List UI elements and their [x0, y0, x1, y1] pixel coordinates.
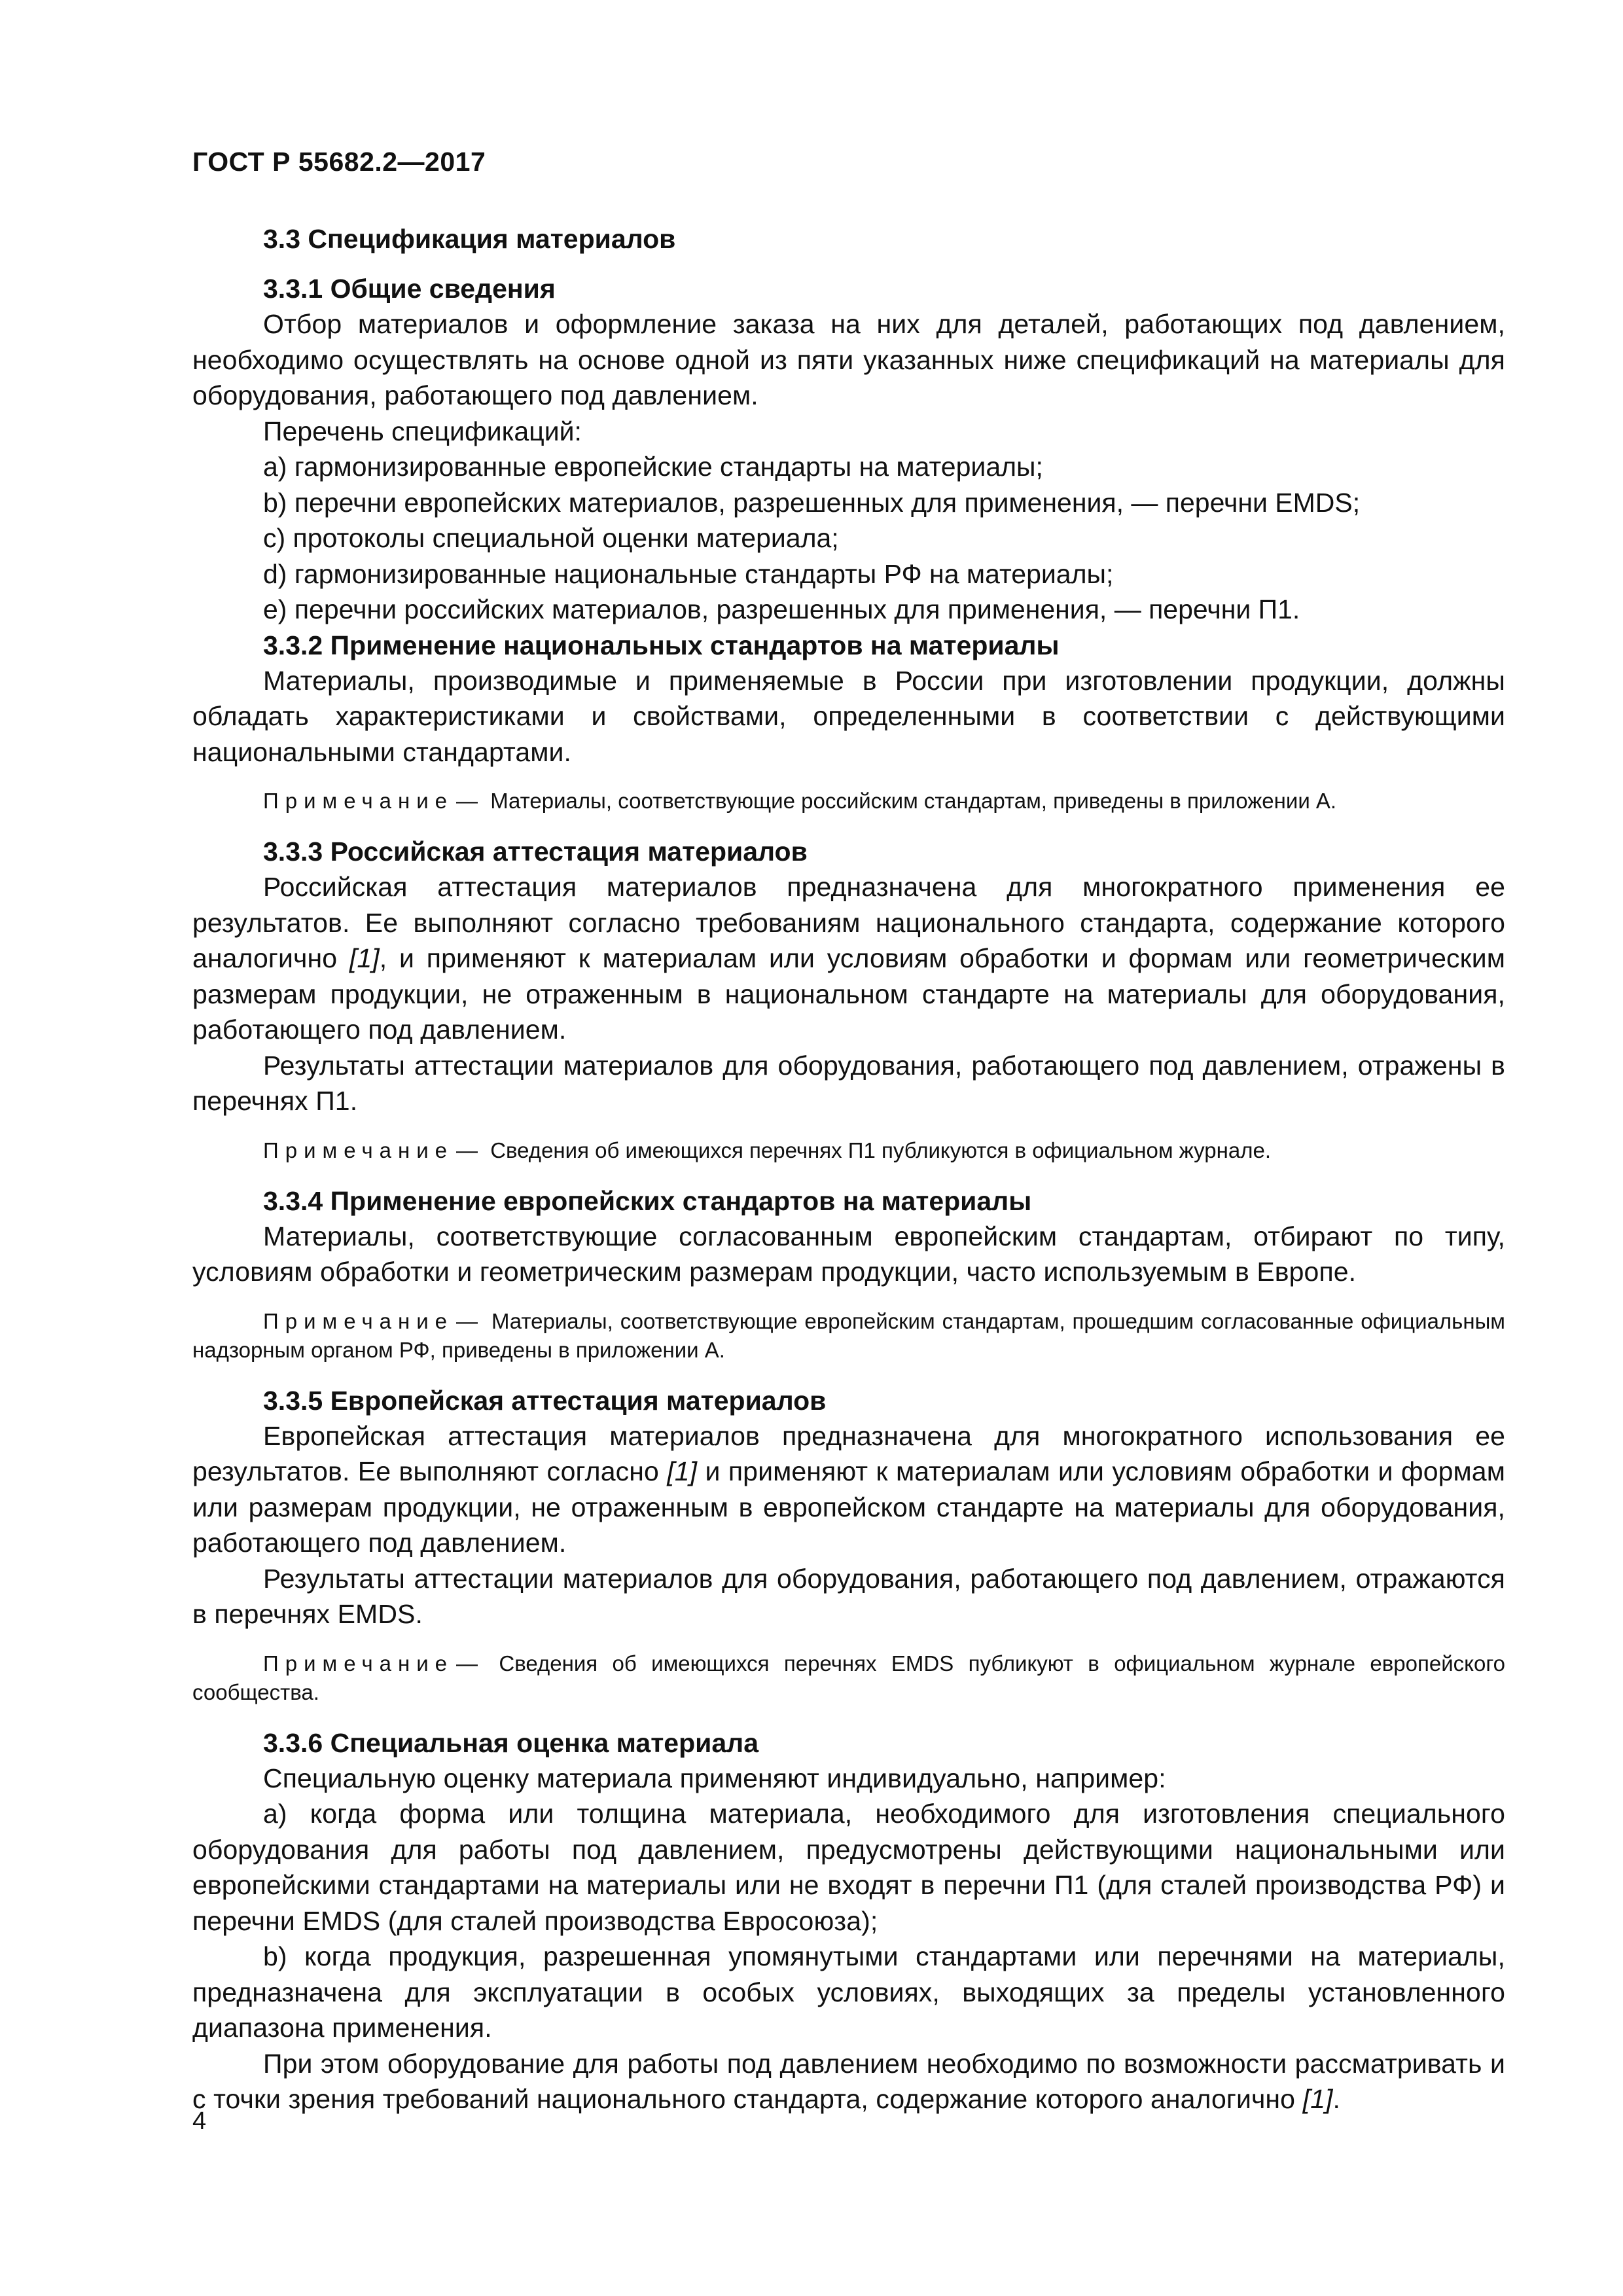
paragraph-text: Европейская аттестация материалов предназначена для многократного использования ее результатов. Ее выполняют согласно [192, 1420, 1505, 1486]
paragraph-text: При этом оборудование для работы под давлением необходимо по возможности рассматривать и с точки зрения требований национального стандарта, содержание которого аналогично [192, 2048, 1505, 2114]
paragraph: Результаты аттестации материалов для оборудования, работающего под давлением, отражаются в перечнях EMDS. [192, 1563, 1505, 1629]
reference-link[interactable]: [1] [1302, 2084, 1333, 2114]
note-text: Сведения об имеющихся перечнях EMDS публикуют в официальном журнале европейского сообщества. [192, 1651, 1505, 1704]
paragraph: Отбор материалов и оформление заказа на них для деталей, работающих под давлением, необходимо осуществлять на основе одной из пяти указанных ниже спецификаций на материалы для оборудования, работающего под давлением. [192, 309, 1505, 410]
note-label: Примечание [263, 1651, 454, 1676]
paragraph-text: Российская аттестация материалов предназначена для многократного применения ее результатов. Ее выполняют согласно требованиям национального стандарта, содержание которого аналогично [192, 872, 1505, 973]
note-text: Сведения об имеющихся перечнях П1 публикуются в официальном журнале. [490, 1138, 1271, 1162]
reference-link[interactable]: [1] [349, 943, 380, 973]
document-code: ГОСТ Р 55682.2—2017 [192, 147, 486, 177]
section-3-3-heading: 3.3 Спецификация материалов [263, 224, 676, 254]
list-item: а) когда форма или толщина материала, необходимого для изготовления специального оборудования для работы под давлением, предусмотрены действующими национальными или европейскими стандартами на материалы или не входят в перечни П1 (для сталей производства РФ) и перечни EMDS (для сталей производства Евросоюза); [192, 1799, 1505, 1936]
list-item: b) перечни европейских материалов, разрешенных для применения, — перечни EMDS; [263, 487, 1361, 518]
note [192, 1307, 1505, 1365]
paragraph: Специальную оценку материала применяют индивидуально, например: [263, 1763, 1166, 1793]
section-3-3-3-heading: 3.3.3 Российская аттестация материалов [263, 836, 808, 867]
document-body [192, 221, 1505, 2117]
note-text: Материалы, соответствующие европейским стандартам, прошедшим согласованные официальным надзорным органом РФ, приведены в приложении А. [192, 1308, 1505, 1362]
note-label: Примечание [263, 1308, 454, 1333]
paragraph-text: и применяют к материалам или условиям обработки и формам или размерам продукции, не отраженным в европейском стандарте на материалы для оборудования, работающего под давлением. [192, 1456, 1505, 1558]
list-item: d) гармонизированные национальные стандарты РФ на материалы; [263, 558, 1114, 589]
note-dash: — [456, 789, 478, 813]
list-item: e) перечни российских материалов, разрешенных для применения, — перечни П1. [263, 594, 1300, 624]
note [192, 787, 1505, 816]
paragraph: Материалы, соответствующие согласованным европейским стандартам, отбирают по типу, условиям обработки и геометрическим размерам продукции, часто используемым в Европе. [192, 1221, 1505, 1287]
note-label: Примечание [263, 1138, 454, 1162]
list-intro: Перечень спецификаций: [263, 416, 582, 446]
note-label: Примечание [263, 789, 454, 813]
reference-link[interactable]: [1] [667, 1456, 698, 1486]
section-3-3-4-heading: 3.3.4 Применение европейских стандартов на материалы [263, 1185, 1032, 1216]
paragraph-text: , и применяют к материалам или условиям обработки и формам или геометрическим размерам продукции, не отраженным в национальном стандарте на материалы для оборудования, работающего под давлением. [192, 943, 1505, 1045]
paragraph [192, 869, 1505, 1048]
section-3-3-2-heading: 3.3.2 Применение национальных стандартов на материалы [263, 630, 1060, 660]
section-3-3-1-heading: 3.3.1 Общие сведения [263, 274, 556, 304]
paragraph: Материалы, производимые и применяемые в России при изготовлении продукции, должны обладать характеристиками и свойствами, определенными в соответствии с действующими национальными стандартами. [192, 665, 1505, 767]
note [192, 1136, 1505, 1165]
paragraph-text: . [1332, 2084, 1340, 2114]
paragraph: Результаты аттестации материалов для оборудования, работающего под давлением, отражены в перечнях П1. [192, 1050, 1505, 1116]
paragraph [192, 2046, 1505, 2117]
note-text: Материалы, соответствующие российским стандартам, приведены в приложении А. [490, 789, 1337, 813]
note [192, 1649, 1505, 1707]
note-dash: — [456, 1651, 478, 1676]
note-dash: — [456, 1308, 478, 1333]
section-3-3-5-heading: 3.3.5 Европейская аттестация материалов [263, 1385, 827, 1416]
list-item: c) протоколы специальной оценки материала; [263, 523, 839, 553]
paragraph [192, 1418, 1505, 1561]
section-3-3-6-heading: 3.3.6 Специальная оценка материала [263, 1727, 758, 1758]
list-item: a) гармонизированные европейские стандарты на материалы; [263, 452, 1043, 482]
page-number: 4 [192, 2108, 207, 2135]
note-dash: — [456, 1138, 478, 1162]
list-item: b) когда продукция, разрешенная упомянутыми стандартами или перечнями на материалы, предназначена для эксплуатации в особых условиях, выходящих за пределы установленного диапазона применения. [192, 1941, 1505, 2043]
